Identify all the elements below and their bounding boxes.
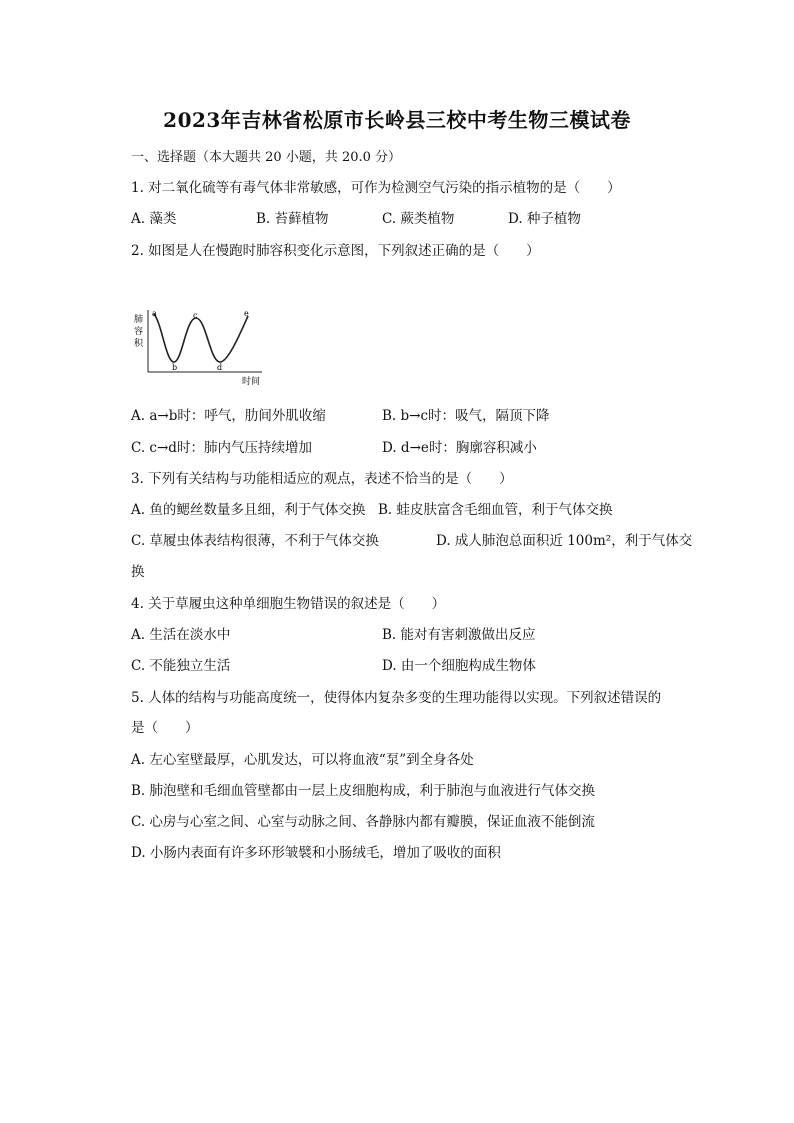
question-3-stem: 3. 下列有关结构与功能相适应的观点，表述不恰当的是（ ）: [131, 471, 513, 487]
lung-volume-graph: [132, 304, 272, 390]
question-4-option-d: D. 由一个细胞构成生物体: [382, 658, 536, 674]
question-1-option-a: A. 藻类: [131, 211, 177, 227]
question-2-option-a: A. a→b时：呼气，肋间外肌收缩: [131, 408, 326, 424]
question-4-option-a: A. 生活在淡水中: [131, 627, 231, 643]
question-5-option-c: C. 心房与心室之间、心室与动脉之间、各静脉内都有瓣膜，保证血液不能倒流: [131, 814, 595, 830]
graph-ylabel-char-3: 积: [134, 339, 144, 349]
question-3-option-a: A. 鱼的鳃丝数量多且细，利于气体交换: [131, 502, 366, 518]
question-3-option-d-continued: 换: [131, 564, 145, 580]
question-4-option-b: B. 能对有害刺激做出反应: [382, 627, 536, 643]
graph-ylabel-char-2: 容: [134, 327, 144, 337]
graph-point-b: b: [172, 363, 178, 372]
question-2-option-c: C. c→d时：肺内气压持续增加: [131, 440, 312, 456]
question-3-option-d: D. 成人肺泡总面积近 100m²，利于气体交: [436, 533, 693, 549]
question-4-option-c: C. 不能独立生活: [131, 658, 231, 674]
question-1-option-c: C. 蕨类植物: [382, 211, 455, 227]
question-1-option-d: D. 种子植物: [508, 211, 581, 227]
question-2-option-b: B. b→c时：吸气，隔顶下降: [382, 408, 550, 424]
question-5-option-d: D. 小肠内表面有许多环形皱襞和小肠绒毛，增加了吸收的面积: [131, 845, 501, 861]
question-2-stem: 2. 如图是人在慢跑时肺容积变化示意图，下列叙述正确的是（ ）: [131, 243, 540, 259]
graph-xlabel: 时间: [242, 377, 261, 387]
question-5-option-b: B. 肺泡壁和毛细血管壁都由一层上皮细胞构成，利于肺泡与血液进行气体交换: [131, 783, 596, 799]
question-5-option-a: A. 左心室壁最厚，心肌发达，可以将血液“泵”到全身各处: [131, 752, 474, 768]
question-5-stem: 5. 人体的结构与功能高度统一，使得体内复杂多变的生理功能得以实现。下列叙述错误的: [131, 690, 662, 706]
question-3-option-c: C. 草履虫体表结构很薄，不利于气体交换: [131, 533, 379, 549]
question-1-option-b: B. 苔藓植物: [256, 211, 329, 227]
graph-volume-curve: [154, 314, 248, 362]
graph-ylabel-char-1: 肺: [134, 315, 144, 325]
graph-point-d: d: [217, 363, 223, 372]
question-3-option-b: B. 蛙皮肤富含毛细血管，利于气体交换: [378, 502, 613, 518]
question-4-stem: 4. 关于草履虫这种单细胞生物错误的叙述是（ ）: [131, 596, 446, 612]
graph-point-e: e: [244, 309, 249, 318]
graph-point-a: a: [152, 309, 157, 318]
question-1-stem: 1. 对二氧化硫等有毒气体非常敏感，可作为检测空气污染的指示植物的是（ ）: [131, 180, 621, 196]
graph-point-c: c: [193, 311, 198, 320]
question-2-option-d: D. d→e时：胸廓容积减小: [382, 440, 537, 456]
exam-title: 2023年吉林省松原市长岭县三校中考生物三模试卷: [163, 108, 631, 132]
section-heading: 一、选择题（本大题共 20 小题，共 20.0 分）: [131, 150, 402, 165]
question-5-stem-continued: 是（ ）: [131, 720, 199, 736]
